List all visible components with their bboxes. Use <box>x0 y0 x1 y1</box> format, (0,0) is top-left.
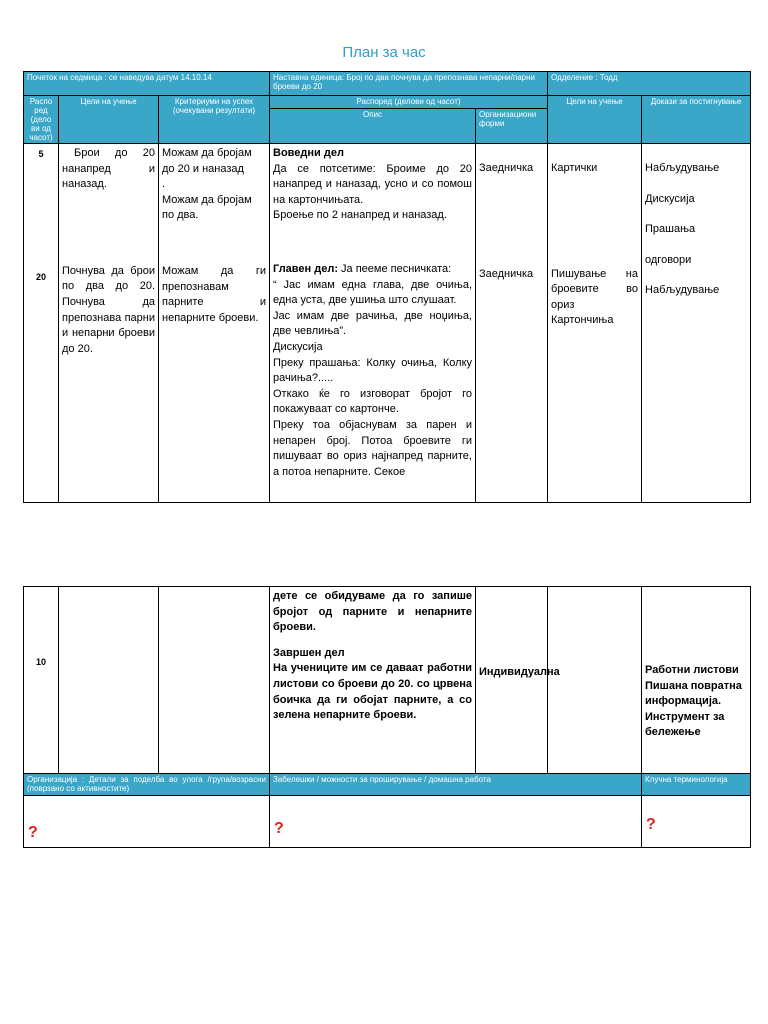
terminology-header: Клучна терминологија <box>642 774 751 796</box>
section-title: Главен дел: <box>273 262 338 275</box>
question-mark: ? <box>274 820 284 837</box>
criteria-cell <box>159 587 270 774</box>
lesson-plan-table <box>23 71 751 503</box>
form-text: Заедничка <box>479 162 534 174</box>
form-text: Заедничка <box>479 267 534 280</box>
goals-cell <box>59 144 159 503</box>
criteria-text: Можам да бројам до 20 и наназад <box>162 147 252 175</box>
section-title-rest: Ја пееме песничката: <box>337 262 452 275</box>
forms-cell <box>476 587 560 774</box>
criteria-column-header: Критериуми на успех (очекувани резултати) <box>159 96 270 144</box>
description-text: дете се обидуваме да го запише бројот од парните и непарните броеви. <box>273 590 472 634</box>
description-text: Откако ќе го изговорат бројот го покажуваат со картонче. <box>273 387 472 416</box>
distribution-column-header: Распоред (делови од часот) <box>270 96 548 109</box>
form-text: Индивидуална <box>479 666 560 678</box>
evidence-cell <box>642 144 751 503</box>
evidence-text: Прашања <box>645 223 696 236</box>
table-row <box>24 144 59 503</box>
evidence-text: Набљудување <box>645 284 720 297</box>
organization-cell <box>24 796 270 848</box>
description-text: На учениците им се даваат работни листови со броеви до 20. со црвена боичка да ги обојат парните, а со зелена непарните броеви. <box>273 662 472 722</box>
evidence-text: Дискусија <box>645 192 695 205</box>
goal-text: Брои до 20 нанапред и наназад. <box>62 147 155 191</box>
resources-text: Картички <box>551 162 598 174</box>
goals-cell <box>59 587 159 774</box>
question-mark: ? <box>28 824 38 841</box>
notes-header: Забелешки / можности за проширување / домашна работа <box>270 774 642 796</box>
terminology-cell <box>642 796 751 848</box>
grade-header: Одделение : Тодд <box>548 72 751 96</box>
section-title: Завршен дел <box>273 646 345 659</box>
evidence-cell <box>642 587 751 774</box>
evidence-text: одговори <box>645 253 692 266</box>
goals2-column-header: Цели на учење <box>548 96 642 144</box>
forms-cell <box>476 144 548 503</box>
description-cell <box>270 144 476 503</box>
evidence-text: Работни листови Пишана повратна информација. Инструмент за бележење <box>645 664 742 739</box>
minutes-value: 10 <box>35 657 46 667</box>
forms-column-header: Организациони форми <box>476 108 548 143</box>
minutes-value: 20 <box>35 272 46 282</box>
section-title: Воведни дел <box>273 147 344 159</box>
description-text: Броење по 2 нанапред и наназад. <box>273 209 447 222</box>
description-text: Преку тоа објаснувам за парен и непарен број. Потоа броевите ги пишуваат во ориз најнапред парните, а потоа непарните. Секое <box>273 418 472 478</box>
lesson-plan-table-continued <box>23 586 751 848</box>
minutes-value: 5 <box>38 149 44 159</box>
schedule-column-header: Распо ред (дело ви од часот) <box>24 96 59 144</box>
table-row <box>24 587 59 774</box>
goal-text: Почнува да брои по два до 20. Почнува да препознава парни и непарни броеви до 20. <box>62 264 155 355</box>
teaching-unit-header: Наставна единица: Број по два почнува да препознава непарни/парни броеви до 20 <box>270 72 548 96</box>
criteria-text: . <box>162 178 166 191</box>
resources-cell <box>548 144 642 503</box>
criteria-cell <box>159 144 270 503</box>
description-text: Јас имам две рачиња, две ноџиња, две чевлиња”. <box>273 309 472 338</box>
goals-column-header: Цели на учење <box>59 96 159 144</box>
criteria-text: Можам да ги препознавам парните и непарните броеви. <box>162 264 266 324</box>
description-text: Дискусија <box>273 340 323 353</box>
resources-cell <box>548 587 642 774</box>
description-column-header: Опис <box>270 108 476 143</box>
description-text: “ Јас имам една глава, две очиња, една уста, две ушиња што слушаат. <box>273 278 472 307</box>
resources-text: Пишување на броевите во ориз Картончиња <box>551 267 639 327</box>
evidence-column-header: Докази за постигнување <box>642 96 751 144</box>
description-text: Преку прашања: Колку очиња, Колку рачиња?..... <box>273 356 472 385</box>
description-text: Да се потсетиме: Броиме до 20 нанапред и наназад, усно и со помош на картончињата. <box>273 162 472 206</box>
week-start-header: Почеток на седмица : се наведува датум 14.10.14 <box>24 72 270 96</box>
organization-header: Организација : Детали за поделба во улога /група/возрасни (поврзано со активностите) <box>24 774 270 796</box>
evidence-text: Набљудување <box>645 162 720 174</box>
criteria-text: Можам да бројам по два. <box>162 193 252 222</box>
notes-cell <box>270 796 642 848</box>
page-title: План за час <box>342 44 426 61</box>
question-mark: ? <box>646 816 656 833</box>
description-cell <box>270 587 476 774</box>
